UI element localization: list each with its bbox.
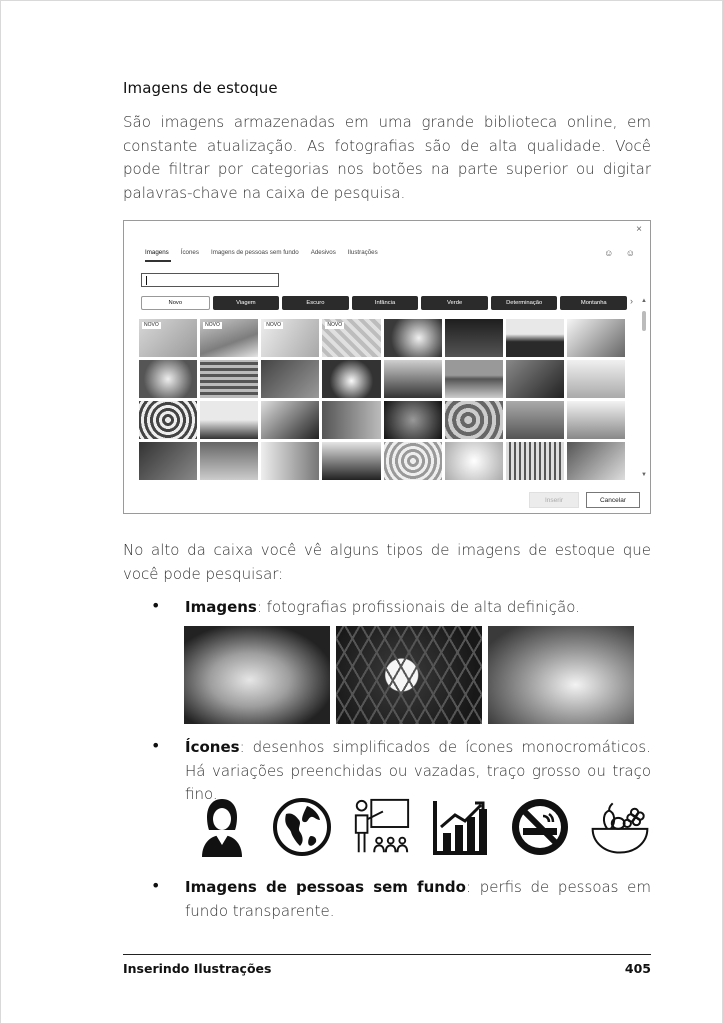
intro-paragraph: São imagens armazenadas em uma grande biblioteca online, em constante atualização. As fotografias são de alta qualidade. Você pode filtrar por categorias nos botões na parte superior ou digitar palavras-chave na caixa de pesquisa. <box>123 113 651 202</box>
category-filter-bar <box>141 296 627 310</box>
image-thumbnail[interactable] <box>139 360 197 398</box>
image-thumbnail[interactable] <box>567 401 625 439</box>
image-thumbnail[interactable] <box>506 319 564 357</box>
image-thumbnail[interactable] <box>200 360 258 398</box>
bullet-imagens <box>185 596 651 620</box>
bullet-marker: • <box>151 876 161 895</box>
example-icons <box>191 793 651 861</box>
tab-pessoas-sem-fundo[interactable]: Imagens de pessoas sem fundo <box>210 249 299 256</box>
footer-chapter-title: Inserindo Ilustrações <box>123 961 272 976</box>
text-caret <box>146 276 147 285</box>
category-button[interactable]: Verde <box>421 296 488 310</box>
example-photos <box>184 626 634 724</box>
tab-ilustracoes[interactable]: Ilustrações <box>347 249 378 256</box>
image-thumbnail[interactable] <box>445 360 503 398</box>
woman-icon <box>191 794 253 860</box>
image-thumbnail[interactable] <box>139 319 197 357</box>
globe-icon <box>271 794 333 860</box>
image-thumbnail[interactable] <box>200 401 258 439</box>
image-thumbnail[interactable] <box>506 401 564 439</box>
image-thumbnail[interactable] <box>567 319 625 357</box>
category-button[interactable]: Escuro <box>282 296 349 310</box>
category-button[interactable]: Viagem <box>213 296 280 310</box>
category-button[interactable]: Novo <box>141 296 210 310</box>
image-thumbnail[interactable] <box>200 442 258 480</box>
search-input[interactable] <box>141 273 279 287</box>
image-thumbnail[interactable] <box>261 319 319 357</box>
page-number: 405 <box>624 961 651 976</box>
bar-chart-growth-icon <box>430 794 492 860</box>
new-badge: NOVO <box>144 322 159 328</box>
cancel-button[interactable]: Cancelar <box>586 492 640 508</box>
stock-images-dialog-screenshot <box>123 220 651 514</box>
image-results-grid <box>139 319 625 487</box>
category-button[interactable]: Determinação <box>491 296 558 310</box>
image-thumbnail[interactable] <box>384 319 442 357</box>
category-button[interactable]: Infância <box>352 296 419 310</box>
image-thumbnail[interactable] <box>384 401 442 439</box>
ocean-wave-photo <box>488 626 634 724</box>
bullet-marker: • <box>151 736 161 755</box>
scroll-down-icon[interactable]: ▼ <box>641 472 647 478</box>
image-thumbnail[interactable] <box>322 401 380 439</box>
category-button[interactable]: Montanha <box>560 296 627 310</box>
footer-rule <box>123 954 651 955</box>
image-thumbnail[interactable] <box>322 442 380 480</box>
bullet-term: Imagens de pessoas sem fundo <box>185 878 466 896</box>
new-badge: NOVO <box>205 322 220 328</box>
feedback-icons[interactable]: ☺ ☺ <box>604 248 640 258</box>
scrollbar-thumb[interactable] <box>642 311 646 331</box>
dialog-tabs <box>145 249 378 256</box>
image-thumbnail[interactable] <box>445 319 503 357</box>
intro-text: No alto da caixa você vê alguns tipos de imagens de estoque que você pode pesquisar: <box>123 541 651 583</box>
bullet-description: : fotografias profissionais de alta definição. <box>256 598 580 616</box>
new-badge: NOVO <box>266 322 281 328</box>
image-thumbnail[interactable] <box>322 360 380 398</box>
tab-adesivos[interactable]: Adesivos <box>310 249 336 256</box>
bullet-term: Ícones <box>185 738 240 756</box>
scroll-up-icon[interactable]: ▲ <box>641 298 647 304</box>
image-thumbnail[interactable] <box>567 442 625 480</box>
results-scrollbar[interactable] <box>641 298 647 478</box>
bullet-description: : perfis de pessoas em fundo transparente. <box>185 878 651 920</box>
image-thumbnail[interactable] <box>384 360 442 398</box>
insert-button[interactable]: Inserir <box>529 492 579 508</box>
image-thumbnail[interactable] <box>261 401 319 439</box>
image-thumbnail[interactable] <box>261 360 319 398</box>
image-thumbnail[interactable] <box>261 442 319 480</box>
section-title: Imagens de estoque <box>123 79 278 97</box>
bullet-pessoas-sem-fundo <box>185 876 651 923</box>
active-tab-indicator <box>145 260 171 262</box>
teacher-presentation-icon <box>350 794 412 860</box>
bullet-term: Imagens <box>185 598 257 616</box>
tab-icones[interactable]: Ícones <box>180 249 199 256</box>
fruit-bowl-icon <box>589 794 651 860</box>
baby-hand-photo <box>184 626 330 724</box>
bullet-description: : desenhos simplificados de ícones monocromáticos. Há variações preenchidas ou vazadas, traço grosso ou traço fino. <box>185 738 651 803</box>
bullet-marker: • <box>151 596 161 615</box>
image-thumbnail[interactable] <box>506 442 564 480</box>
image-thumbnail[interactable] <box>139 401 197 439</box>
image-thumbnail[interactable] <box>200 319 258 357</box>
image-thumbnail[interactable] <box>567 360 625 398</box>
soccer-ball-net-photo <box>336 626 482 724</box>
image-thumbnail[interactable] <box>384 442 442 480</box>
chevron-right-icon[interactable]: › <box>630 296 633 306</box>
no-smoking-icon <box>509 794 571 860</box>
tab-imagens[interactable]: Imagens <box>145 249 169 256</box>
image-thumbnail[interactable] <box>506 360 564 398</box>
image-thumbnail[interactable] <box>139 442 197 480</box>
image-thumbnail[interactable] <box>322 319 380 357</box>
close-icon[interactable]: × <box>636 224 642 235</box>
new-badge: NOVO <box>327 322 343 328</box>
image-thumbnail[interactable] <box>445 401 503 439</box>
image-thumbnail[interactable] <box>445 442 503 480</box>
